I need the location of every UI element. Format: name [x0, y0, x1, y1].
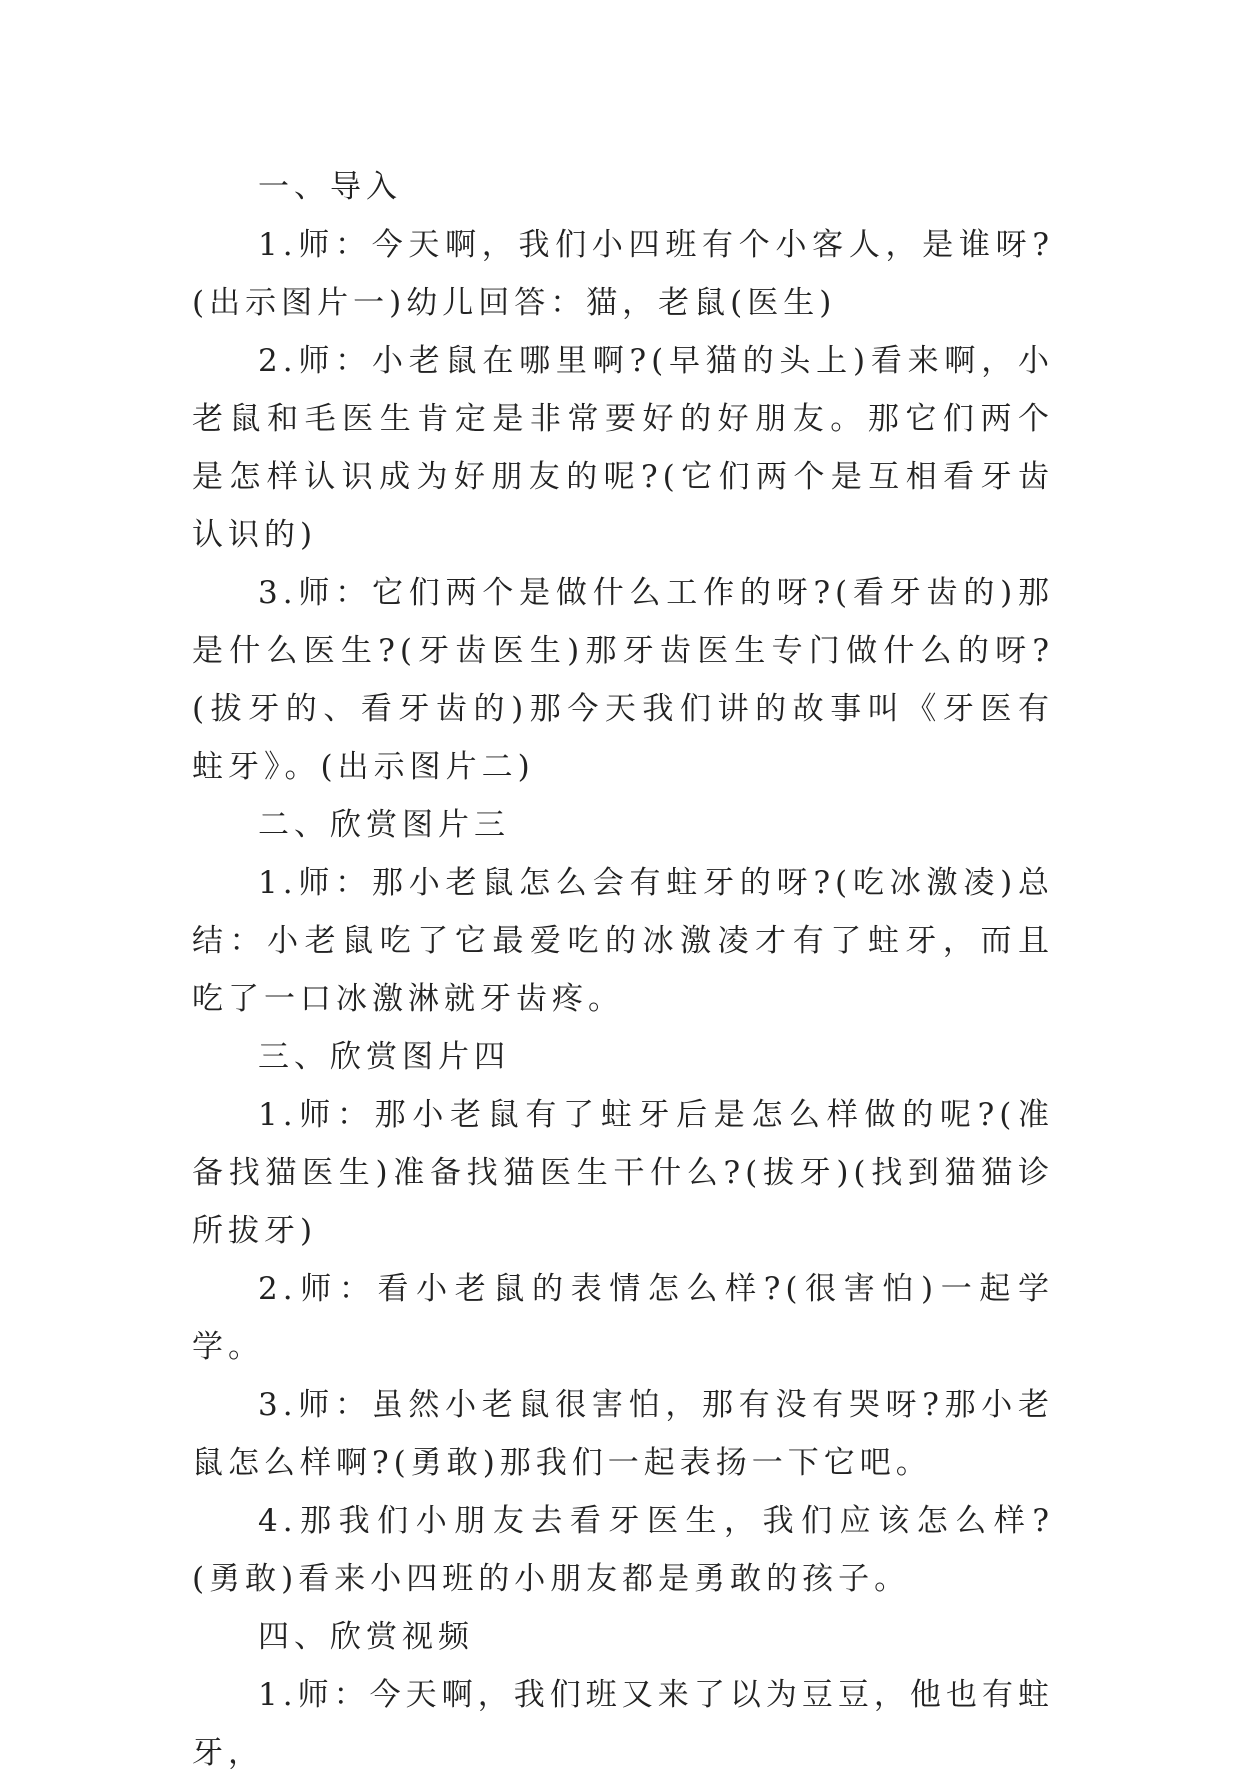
section-heading-video: 四、欣赏视频 — [258, 1619, 474, 1655]
paragraph-picture-four-1: 1.师：那小老鼠有了蛀牙后是怎么样做的呢?(准备找猫医生)准备找猫医生干什么?(拔牙)(找到猫猫诊所拔牙) — [192, 1097, 1054, 1249]
paragraph-picture-three-1: 1.师：那小老鼠怎么会有蛀牙的呀?(吃冰激凌)总结：小老鼠吃了它最爱吃的冰激凌才有了蛀牙，而且吃了一口冰激淋就牙齿疼。 — [192, 865, 1054, 1017]
paragraph-picture-four-4: 4.那我们小朋友去看牙医生，我们应该怎么样?(勇敢)看来小四班的小朋友都是勇敢的孩子。 — [192, 1503, 1054, 1597]
paragraph-intro-1: 1.师：今天啊，我们小四班有个小客人，是谁呀?(出示图片一)幼儿回答：猫，老鼠(医生) — [192, 227, 1054, 321]
paragraph-intro-3: 3.师：它们两个是做什么工作的呀?(看牙齿的)那是什么医生?(牙齿医生)那牙齿医生专门做什么的呀?(拔牙的、看牙齿的)那今天我们讲的故事叫《牙医有蛀牙》。(出示图片二) — [192, 575, 1054, 785]
paragraph-video-1: 1.师：今天啊，我们班又来了以为豆豆，他也有蛀牙， — [192, 1677, 1054, 1771]
section-heading-picture-three: 二、欣赏图片三 — [258, 807, 510, 843]
paragraph-picture-four-3: 3.师：虽然小老鼠很害怕，那有没有哭呀?那小老鼠怎么样啊?(勇敢)那我们一起表扬一下它吧。 — [192, 1387, 1054, 1481]
document-page — [192, 158, 1054, 1782]
section-heading-picture-four: 三、欣赏图片四 — [258, 1039, 510, 1075]
section-heading-intro: 一、导入 — [258, 169, 402, 205]
paragraph-intro-2: 2.师：小老鼠在哪里啊?(早猫的头上)看来啊，小老鼠和毛医生肯定是非常要好的好朋友。那它们两个是怎样认识成为好朋友的呢?(它们两个是互相看牙齿认识的) — [192, 343, 1054, 553]
paragraph-picture-four-2: 2.师：看小老鼠的表情怎么样?(很害怕)一起学学。 — [192, 1271, 1054, 1365]
